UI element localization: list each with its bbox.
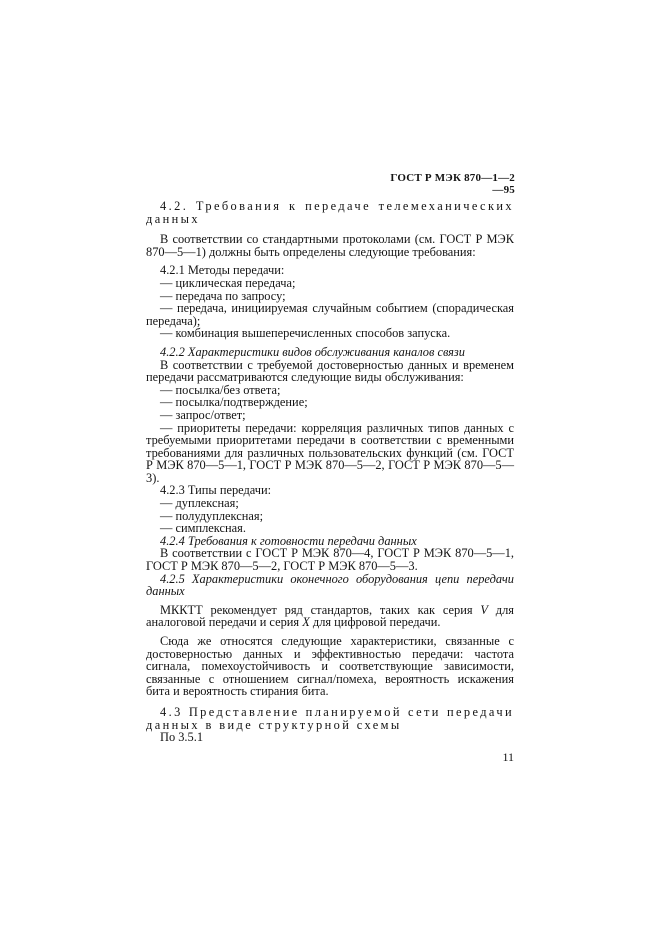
list-item: — полудуплексная; [160,508,264,523]
text-run: X [302,615,310,630]
list-item: — посылка/без ответа; [160,382,281,397]
text-column [146,200,514,744]
paragraph: В соответствии с ГОСТ Р МЭК 870—4, ГОСТ Р МЭК 870—5—1, ГОСТ Р МЭК 870—5—2, ГОСТ Р МЭК 870—5—3. [146,546,514,574]
list-item: — запрос/ответ; [160,407,246,422]
list-item: — посылка/подтверждение; [160,395,308,410]
list-item: — передача по запросу; [160,288,286,303]
list-item: — комбинация вышеперечисленных способов запуска. [160,326,451,341]
text-run: для цифровой передачи. [309,615,441,630]
paragraph: В соответствии с требуемой достоверностью данных и временем передачи рассматриваются следующие виды обслуживания: [146,357,514,385]
text-run: МККТТ рекомендует ряд стандартов, таких как серия [160,602,481,617]
list-item: — циклическая передача; [160,275,296,290]
paragraph: Сюда же относятся следующие характеристики, связанные с достоверностью данных и эффективностью передачи: частота сигнала, помехоустойчивость и соответствующие зависимости, связанные с отношением сигнал/помеха, вероятность искажения бита и вероятность стирания бита. [146,634,514,699]
section-heading-4-3: 4.3 Представление планируемой сети передачи данных в виде структурной схемы [146,704,514,732]
list-item: — приоритеты передачи: корреляция различных типов данных с требуемыми приоритетами передачи в соответствии с временными требованиями для различных пользовательских функций (см. ГОСТ Р МЭК 870—5—1, ГОСТ Р МЭК 870—5—2, ГОСТ Р МЭК 870—5—3). [146,420,514,485]
paragraph [146,604,514,629]
list-item: — передача, инициируемая случайным событием (спорадическая передача); [146,301,514,328]
text-run: для аналоговой передачи и серия [146,602,514,630]
subsection-heading-4-2-3: 4.2.3 Типы передачи: [160,483,272,498]
text-run: V [480,602,488,617]
subsection-heading-4-2-4: 4.2.4 Требования к готовности передачи данных [160,533,417,548]
paragraph: В соответствии со стандартными протоколами (см. ГОСТ Р МЭК 870—5—1) должны быть определены следующие требования: [146,232,514,259]
page-number: 11 [502,750,514,764]
section-heading-4-2: 4.2. Требования к передаче телемеханических данных [146,199,514,226]
list-item: — дуплексная; [160,496,239,511]
subsection-heading-4-2-5: 4.2.5 Характеристики оконечного оборудования цепи передачи данных [146,571,514,599]
document-header: ГОСТ Р МЭК 870—1—2—95 [390,172,515,196]
list-item: — симплексная. [160,521,246,536]
subsection-heading-4-2-1: 4.2.1 Методы передачи: [160,263,285,278]
subsection-heading-4-2-2: 4.2.2 Характеристики видов обслуживания каналов связи [160,344,465,359]
paragraph: По 3.5.1 [160,730,204,745]
